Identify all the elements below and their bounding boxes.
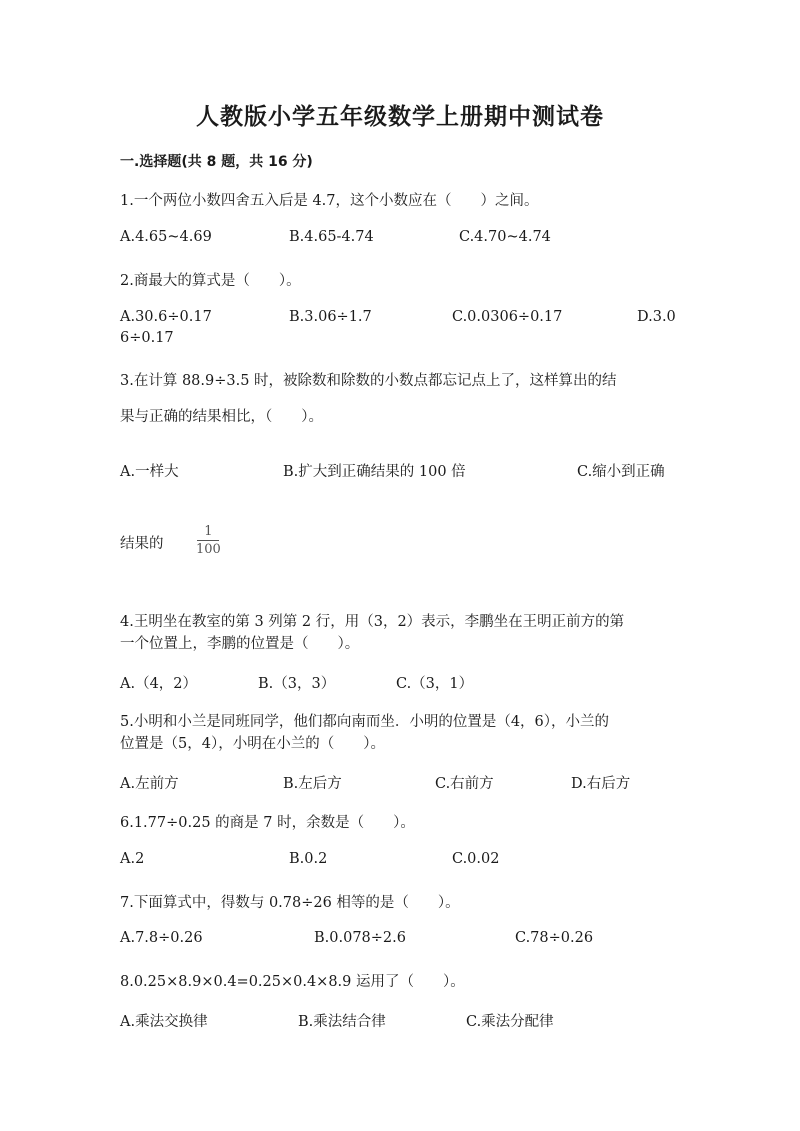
question-5-stem-line2: 位置是（5，4），小明在小兰的（ ）。	[120, 736, 385, 752]
question-8-stem: 8.0.25×8.9×0.4=0.25×0.4×8.9 运用了（ ）。	[120, 974, 465, 990]
question-3-stem: 3.在计算 88.9÷3.5 时，被除数和除数的小数点都忘记点上了，这样算出的结	[120, 373, 617, 389]
question-6-option-c[interactable]: C.0.02	[452, 851, 500, 867]
question-4-option-b[interactable]: B.（3，3）	[258, 676, 336, 692]
question-2-option-d[interactable]: D.3.0	[637, 309, 676, 325]
question-5-option-d[interactable]: D.右后方	[571, 776, 631, 792]
question-3-stem-line2: 果与正确的结果相比，（ ）。	[120, 409, 323, 425]
page-title: 人教版小学五年级数学上册期中测试卷	[196, 104, 604, 130]
section-heading: 一.选择题(共 8 题，共 16 分)	[120, 154, 313, 170]
question-5-stem: 5.小明和小兰是同班同学，他们都向南而坐．小明的位置是（4，6），小兰的	[120, 714, 610, 730]
question-4-option-c[interactable]: C.（3，1）	[396, 676, 474, 692]
question-1-option-a[interactable]: A.4.65~4.69	[120, 229, 212, 245]
fraction-numerator: 1	[204, 524, 213, 539]
question-3-option-c[interactable]: C.缩小到正确	[577, 464, 665, 480]
question-8-option-b[interactable]: B.乘法结合律	[298, 1014, 386, 1030]
fraction-denominator: 100	[196, 542, 221, 557]
question-7-option-b[interactable]: B.0.078÷2.6	[314, 930, 406, 946]
question-4-stem-line2: 一个位置上，李鹏的位置是（ ）。	[120, 636, 360, 652]
question-8-option-a[interactable]: A.乘法交换律	[120, 1014, 208, 1030]
question-4-stem: 4.王明坐在教室的第 3 列第 2 行，用（3，2）表示，李鹏坐在王明正前方的第	[120, 614, 625, 630]
question-5-option-c[interactable]: C.右前方	[435, 776, 494, 792]
question-1-option-c[interactable]: C.4.70~4.74	[459, 229, 551, 245]
question-5-option-b[interactable]: B.左后方	[283, 776, 342, 792]
question-2-option-c[interactable]: C.0.0306÷0.17	[452, 309, 563, 325]
question-6-stem: 6.1.77÷0.25 的商是 7 时，余数是（ ）。	[120, 815, 415, 831]
question-6-option-b[interactable]: B.0.2	[289, 851, 328, 867]
question-7-option-a[interactable]: A.7.8÷0.26	[120, 930, 203, 946]
question-1-option-b[interactable]: B.4.65-4.74	[289, 229, 374, 245]
question-8-option-c[interactable]: C.乘法分配律	[466, 1014, 554, 1030]
question-3-option-a[interactable]: A.一样大	[120, 464, 179, 480]
question-2-option-d-wrap: 6÷0.17	[120, 330, 174, 346]
question-3-option-c-wrap: 结果的	[120, 536, 164, 552]
question-7-option-c[interactable]: C.78÷0.26	[515, 930, 594, 946]
fraction-one-hundredth	[196, 525, 221, 556]
question-6-option-a[interactable]: A.2	[120, 851, 145, 867]
question-7-stem: 7.下面算式中，得数与 0.78÷26 相等的是（ ）。	[120, 895, 460, 911]
question-2-option-a[interactable]: A.30.6÷0.17	[120, 309, 212, 325]
question-3-option-b[interactable]: B.扩大到正确结果的 100 倍	[283, 464, 466, 480]
question-4-option-a[interactable]: A.（4，2）	[120, 676, 198, 692]
question-1-stem: 1.一个两位小数四舍五入后是 4.7，这个小数应在（ ）之间。	[120, 193, 539, 209]
fraction-bar	[197, 540, 219, 541]
question-5-option-a[interactable]: A.左前方	[120, 776, 179, 792]
question-2-option-b[interactable]: B.3.06÷1.7	[289, 309, 372, 325]
question-2-stem: 2.商最大的算式是（ ）。	[120, 273, 301, 289]
